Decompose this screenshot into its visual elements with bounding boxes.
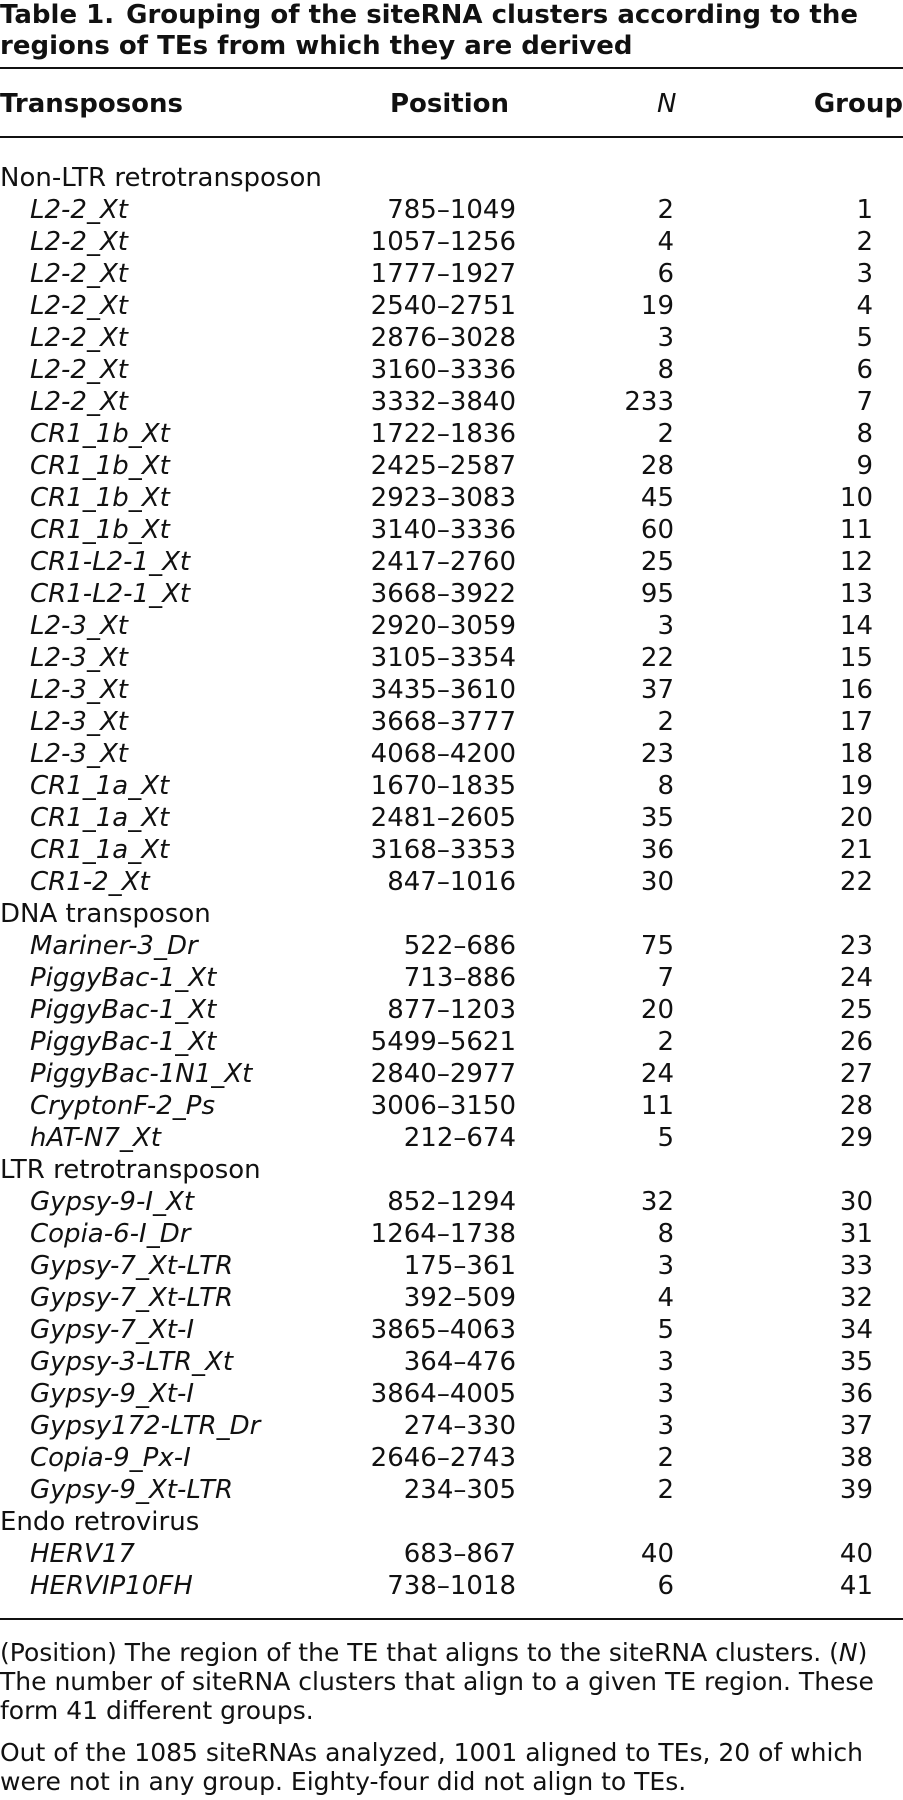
group-cell: 15 (839, 643, 873, 673)
transposon-name-cell: L2-2_Xt (30, 195, 128, 225)
position-cell: 3668–3777 (370, 707, 516, 737)
group-cell: 19 (839, 771, 873, 801)
transposon-name-cell: CR1_1a_Xt (30, 771, 170, 801)
n-cell: 2 (657, 707, 674, 737)
table-row (0, 706, 903, 738)
group-cell: 16 (839, 675, 873, 705)
position-cell: 364–476 (403, 1347, 516, 1377)
table-row (0, 482, 903, 514)
group-cell: 11 (839, 515, 873, 545)
position-cell: 1722–1836 (370, 419, 516, 449)
group-cell: 8 (856, 419, 873, 449)
position-cell: 1057–1256 (370, 227, 516, 257)
transposon-name-cell: L2-2_Xt (30, 387, 128, 417)
n-cell: 36 (640, 835, 674, 865)
table-row (0, 674, 903, 706)
transposon-name-cell: Gypsy-9_Xt-I (30, 1379, 195, 1409)
position-cell: 1264–1738 (370, 1219, 516, 1249)
transposon-name-cell: Gypsy-7_Xt-LTR (30, 1251, 234, 1281)
transposon-name-cell: L2-2_Xt (30, 291, 128, 321)
position-cell: 2481–2605 (370, 803, 516, 833)
transposon-name-cell: Gypsy172-LTR_Dr (30, 1411, 261, 1441)
group-cell: 7 (856, 387, 873, 417)
table-row (0, 322, 903, 354)
n-cell: 40 (640, 1539, 674, 1569)
n-cell: 8 (657, 355, 674, 385)
group-cell: 21 (839, 835, 873, 865)
n-cell: 7 (657, 963, 674, 993)
transposon-name-cell: PiggyBac-1_Xt (30, 963, 217, 993)
position-cell: 4068–4200 (370, 739, 516, 769)
transposon-name-cell: CR1-2_Xt (30, 867, 150, 897)
position-cell: 683–867 (403, 1539, 516, 1569)
group-cell: 10 (839, 483, 873, 513)
footnote-2: Out of the 1085 siteRNAs analyzed, 1001 aligned to TEs, 20 of which were not in any group. Eighty-four did not align to TEs. (0, 1738, 864, 1796)
position-cell: 5499–5621 (370, 1027, 516, 1057)
transposon-name-cell: CR1_1a_Xt (30, 803, 170, 833)
group-cell: 18 (839, 739, 873, 769)
group-cell: 29 (839, 1123, 873, 1153)
n-cell: 233 (624, 387, 674, 417)
transposon-name-cell: CR1-L2-1_Xt (30, 579, 191, 609)
transposon-name-cell: L2-2_Xt (30, 355, 128, 385)
position-cell: 847–1016 (387, 867, 516, 897)
group-cell: 28 (839, 1091, 873, 1121)
group-cell: 38 (839, 1443, 873, 1473)
n-cell: 4 (657, 1283, 674, 1313)
transposon-name-cell: HERVIP10FH (30, 1571, 193, 1601)
header-transposons: Transposons (0, 89, 184, 119)
position-cell: 3668–3922 (370, 579, 516, 609)
group-cell: 39 (839, 1475, 873, 1505)
position-cell: 3006–3150 (370, 1091, 516, 1121)
group-cell: 25 (839, 995, 873, 1025)
n-cell: 5 (657, 1315, 674, 1345)
position-cell: 877–1203 (387, 995, 516, 1025)
group-cell: 20 (839, 803, 873, 833)
n-cell: 30 (640, 867, 674, 897)
position-cell: 2646–2743 (370, 1443, 516, 1473)
position-cell: 274–330 (403, 1411, 516, 1441)
table-row (0, 546, 903, 578)
header-rule (0, 136, 903, 138)
n-cell: 75 (640, 931, 674, 961)
header-position: Position (390, 89, 510, 119)
n-cell: 8 (657, 771, 674, 801)
table-row (0, 834, 903, 866)
table-row (0, 290, 903, 322)
group-cell: 27 (839, 1059, 873, 1089)
position-cell: 3864–4005 (370, 1379, 516, 1409)
transposon-name-cell: CR1_1b_Xt (30, 483, 170, 513)
table-row (0, 194, 903, 226)
table-row (0, 514, 903, 546)
footnote-1-n: N (838, 1638, 858, 1667)
table-row (0, 738, 903, 770)
transposon-name-cell: L2-3_Xt (30, 611, 128, 641)
table-label: Table 1. (0, 0, 115, 30)
group-cell: 33 (839, 1251, 873, 1281)
transposon-name-cell: L2-3_Xt (30, 707, 128, 737)
n-cell: 3 (657, 1411, 674, 1441)
transposon-name-cell: PiggyBac-1_Xt (30, 995, 217, 1025)
table-row (0, 1026, 903, 1058)
table-row (0, 1250, 903, 1282)
transposon-name-cell: hAT-N7_Xt (30, 1123, 161, 1153)
table-row (0, 1058, 903, 1090)
position-cell: 1670–1835 (370, 771, 516, 801)
table-row (0, 1090, 903, 1122)
n-cell: 8 (657, 1219, 674, 1249)
position-cell: 852–1294 (387, 1187, 516, 1217)
n-cell: 60 (640, 515, 674, 545)
table-row (0, 642, 903, 674)
position-cell: 785–1049 (387, 195, 516, 225)
group-cell: 13 (839, 579, 873, 609)
table-row (0, 258, 903, 290)
group-cell: 23 (839, 931, 873, 961)
table-row (0, 994, 903, 1026)
category-heading: DNA transposon (0, 899, 211, 929)
n-cell: 3 (657, 1347, 674, 1377)
n-cell: 3 (657, 323, 674, 353)
transposon-name-cell: Gypsy-9_Xt-LTR (30, 1475, 234, 1505)
n-cell: 3 (657, 1251, 674, 1281)
group-cell: 14 (839, 611, 873, 641)
n-cell: 2 (657, 419, 674, 449)
group-cell: 32 (839, 1283, 873, 1313)
position-cell: 392–509 (403, 1283, 516, 1313)
n-cell: 24 (640, 1059, 674, 1089)
header-group: Group (813, 89, 903, 119)
position-cell: 3140–3336 (370, 515, 516, 545)
group-cell: 2 (856, 227, 873, 257)
category-heading: Non-LTR retrotransposon (0, 163, 322, 193)
position-cell: 3105–3354 (370, 643, 516, 673)
table-row (0, 1186, 903, 1218)
n-cell: 5 (657, 1123, 674, 1153)
category-heading: LTR retrotransposon (0, 1155, 261, 1185)
n-cell: 3 (657, 611, 674, 641)
n-cell: 19 (640, 291, 674, 321)
position-cell: 2920–3059 (370, 611, 516, 641)
group-cell: 6 (856, 355, 873, 385)
n-cell: 28 (640, 451, 674, 481)
table-row (0, 866, 903, 898)
position-cell: 3332–3840 (370, 387, 516, 417)
group-cell: 3 (856, 259, 873, 289)
group-cell: 24 (839, 963, 873, 993)
category-heading: Endo retrovirus (0, 1507, 200, 1537)
group-cell: 17 (839, 707, 873, 737)
footnote-1-part-a: (Position) The region of the TE that aligns to the siteRNA clusters. ( (0, 1638, 839, 1667)
footnote-1-part-b: ) The number of siteRNA clusters that align to a given TE region. These form 41 different groups. (0, 1638, 874, 1725)
table-row (0, 1218, 903, 1250)
group-cell: 5 (856, 323, 873, 353)
transposon-name-cell: Gypsy-9-I_Xt (30, 1187, 195, 1217)
table-row (0, 226, 903, 258)
group-cell: 1 (856, 195, 873, 225)
group-cell: 41 (839, 1571, 873, 1601)
position-cell: 522–686 (403, 931, 516, 961)
position-cell: 2417–2760 (370, 547, 516, 577)
table-row (0, 962, 903, 994)
position-cell: 3160–3336 (370, 355, 516, 385)
table-row (0, 1282, 903, 1314)
table-row (0, 1346, 903, 1378)
table-title (0, 0, 903, 62)
group-cell: 22 (839, 867, 873, 897)
transposon-name-cell: PiggyBac-1_Xt (30, 1027, 217, 1057)
table-row (0, 386, 903, 418)
table-row (0, 1378, 903, 1410)
position-cell: 3435–3610 (370, 675, 516, 705)
n-cell: 25 (640, 547, 674, 577)
position-cell: 3168–3353 (370, 835, 516, 865)
position-cell: 234–305 (403, 1475, 516, 1505)
table-row (0, 770, 903, 802)
n-cell: 2 (657, 1027, 674, 1057)
n-cell: 2 (657, 195, 674, 225)
position-cell: 1777–1927 (370, 259, 516, 289)
table-row (0, 610, 903, 642)
table-row (0, 578, 903, 610)
n-cell: 6 (657, 259, 674, 289)
position-cell: 2540–2751 (370, 291, 516, 321)
top-rule (0, 67, 903, 69)
n-cell: 2 (657, 1443, 674, 1473)
transposon-name-cell: Gypsy-3-LTR_Xt (30, 1347, 234, 1377)
header-n: N (657, 89, 677, 119)
group-cell: 37 (839, 1411, 873, 1441)
transposon-name-cell: Gypsy-7_Xt-LTR (30, 1283, 234, 1313)
position-cell: 2840–2977 (370, 1059, 516, 1089)
table-body (0, 162, 903, 1602)
transposon-name-cell: CR1_1b_Xt (30, 515, 170, 545)
position-cell: 2425–2587 (370, 451, 516, 481)
transposon-name-cell: L2-3_Xt (30, 643, 128, 673)
table-row (0, 1570, 903, 1602)
bottom-rule (0, 1618, 903, 1620)
n-cell: 32 (640, 1187, 674, 1217)
table-row (0, 1122, 903, 1154)
table-row (0, 930, 903, 962)
transposon-name-cell: Copia-6-I_Dr (30, 1219, 191, 1249)
transposon-name-cell: CR1_1a_Xt (30, 835, 170, 865)
n-cell: 37 (640, 675, 674, 705)
n-cell: 45 (640, 483, 674, 513)
group-cell: 4 (856, 291, 873, 321)
table-row (0, 354, 903, 386)
n-cell: 23 (640, 739, 674, 769)
table-row (0, 1442, 903, 1474)
group-cell: 30 (839, 1187, 873, 1217)
n-cell: 22 (640, 643, 674, 673)
footnote-1 (0, 1638, 903, 1725)
table-row (0, 1538, 903, 1570)
group-cell: 9 (856, 451, 873, 481)
position-cell: 175–361 (403, 1251, 516, 1281)
transposon-name-cell: Gypsy-7_Xt-I (30, 1315, 195, 1345)
table-row (0, 450, 903, 482)
transposon-name-cell: Mariner-3_Dr (30, 931, 198, 961)
position-cell: 2876–3028 (370, 323, 516, 353)
n-cell: 2 (657, 1475, 674, 1505)
transposon-name-cell: Copia-9_Px-I (30, 1443, 191, 1473)
n-cell: 6 (657, 1571, 674, 1601)
position-cell: 713–886 (403, 963, 516, 993)
table-row (0, 1410, 903, 1442)
n-cell: 4 (657, 227, 674, 257)
transposon-name-cell: L2-2_Xt (30, 259, 128, 289)
transposon-name-cell: L2-2_Xt (30, 227, 128, 257)
n-cell: 11 (640, 1091, 674, 1121)
transposon-name-cell: L2-2_Xt (30, 323, 128, 353)
table-caption: Grouping of the siteRNA clusters according to the regions of TEs from which they are derived (0, 0, 858, 61)
transposon-name-cell: CR1_1b_Xt (30, 419, 170, 449)
position-cell: 212–674 (403, 1123, 516, 1153)
n-cell: 35 (640, 803, 674, 833)
group-cell: 31 (839, 1219, 873, 1249)
position-cell: 2923–3083 (370, 483, 516, 513)
table-row (0, 802, 903, 834)
n-cell: 3 (657, 1379, 674, 1409)
transposon-name-cell: CR1-L2-1_Xt (30, 547, 191, 577)
table-row (0, 418, 903, 450)
group-cell: 36 (839, 1379, 873, 1409)
group-cell: 12 (839, 547, 873, 577)
group-cell: 35 (839, 1347, 873, 1377)
position-cell: 3865–4063 (370, 1315, 516, 1345)
n-cell: 20 (640, 995, 674, 1025)
transposon-name-cell: CryptonF-2_Ps (30, 1091, 215, 1121)
group-cell: 40 (839, 1539, 873, 1569)
transposon-name-cell: PiggyBac-1N1_Xt (30, 1059, 253, 1089)
transposon-name-cell: L2-3_Xt (30, 675, 128, 705)
group-cell: 34 (839, 1315, 873, 1345)
position-cell: 738–1018 (387, 1571, 516, 1601)
transposon-name-cell: HERV17 (30, 1539, 135, 1569)
transposon-name-cell: L2-3_Xt (30, 739, 128, 769)
transposon-name-cell: CR1_1b_Xt (30, 451, 170, 481)
n-cell: 95 (640, 579, 674, 609)
table-row (0, 1474, 903, 1506)
table-row (0, 1314, 903, 1346)
group-cell: 26 (839, 1027, 873, 1057)
